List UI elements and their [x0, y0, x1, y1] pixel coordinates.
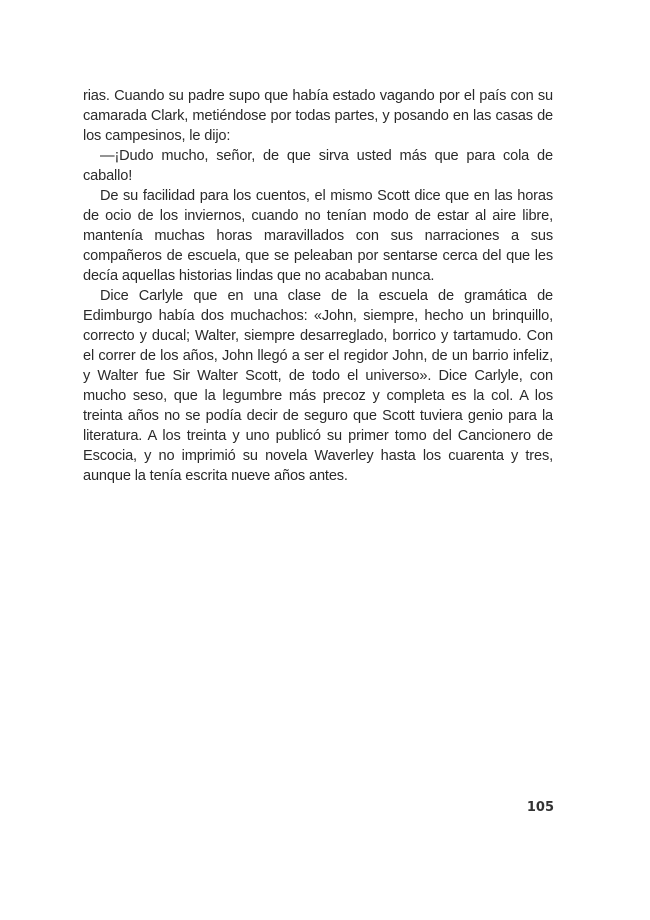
page-number: 105 — [526, 800, 554, 815]
paragraph-3: De su facilidad para los cuentos, el mismo Scott dice que en las horas de ocio de los inviernos, cuando no tenían modo de estar al aire libre, mantenía muchas horas maravillados con sus narraciones a sus compañeros de escuela, que se peleaban por sentarse cerca del que les decía aquellas historias lindas que no acababan nunca. — [83, 188, 553, 284]
paragraph-1: rias. Cuando su padre supo que había estado vagando por el país con su camarada Clark, metiéndose por todas partes, y posando en las casas de los campesinos, le dijo: — [83, 88, 553, 144]
body-text — [83, 86, 553, 486]
paragraph-4: Dice Carlyle que en una clase de la escuela de gramática de Edimburgo había dos muchachos: «John, siempre, hecho un brinquillo, correcto y ducal; Walter, siempre desarreglado, borrico y tartamudo. Con el correr de los años, John llegó a ser el regidor John, de un barrio infeliz, y Walter fue Sir Walter Scott, de todo el universo». Dice Carlyle, con mucho seso, que la legumbre más precoz y completa es la col. A los treinta años no se podía decir de seguro que Scott tuviera genio para la literatura. A los treinta y uno publicó su primer tomo del Cancionero de Escocia, y no imprimió su novela Waverley hasta los cuarenta y tres, aunque la tenía escrita nueve años antes. — [83, 288, 553, 484]
paragraph-2: —¡Dudo mucho, señor, de que sirva usted más que para cola de caballo! — [83, 148, 553, 184]
